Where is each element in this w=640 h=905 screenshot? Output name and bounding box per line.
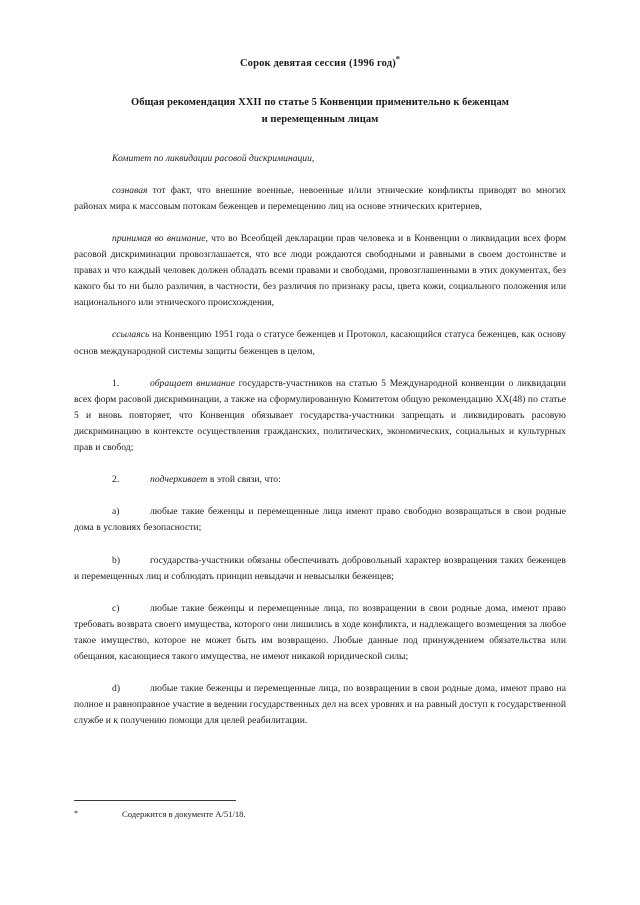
- subitem-c: [74, 601, 566, 665]
- preamble-text-3: на Конвенцию 1951 года о статусе беженцев и Протокол, касающийся статуса беженцев, как основу основ международной системы защиты беженцев в целом,: [74, 329, 566, 357]
- document-body: [74, 128, 566, 730]
- preamble-lead-2: принимая во внимание: [112, 232, 206, 244]
- subitem-b-marker: b): [112, 554, 121, 566]
- footnote-entry-marker: [74, 808, 122, 820]
- footnote-separator-rule: [74, 800, 236, 801]
- subitem-d-text: любые такие беженцы и перемещенные лица, по возвращении в свои родные дома, имеют право на полное и равноправное участие в ведении государственных дел на всех уровнях и на равный доступ к государственной службе и к получению помощи для целей реабилитации.: [74, 683, 566, 727]
- operative-item-1: [74, 376, 566, 457]
- operative-item-2-text: в этой связи, что:: [207, 474, 281, 486]
- subitem-a-marker: a): [112, 506, 120, 518]
- subitem-d-marker: d): [112, 683, 121, 695]
- page-title: [74, 71, 566, 128]
- committee-name: Комитет по ликвидации расовой дискриминации,: [112, 152, 315, 164]
- operative-item-2-marker: 2.: [112, 474, 120, 486]
- preamble-paragraph-2: [74, 231, 566, 312]
- operative-item-1-marker: 1.: [112, 377, 120, 389]
- document-content: [74, 0, 566, 740]
- subitem-c-text: любые такие беженцы и перемещенные лица, по возвращении в свои родные дома, имеют право требовать возврата своего имущества, которого они лишились в ходе конфликта, и надлежащего возмещения за любое такое имущество, которое не может быть им возвращено. Любые данные под принуждением обязательства или обещания, касающиеся такого имущества, не имеют никакой юридической силы;: [74, 602, 566, 663]
- page-title-line-1: Общая рекомендация XXII по статье 5 Конвенции применительно к беженцам: [131, 96, 509, 108]
- footnote-entry-text: Содержится в документе A/51/18.: [122, 809, 246, 819]
- subitem-b: [74, 553, 566, 585]
- operative-item-1-lead: обращает внимание: [150, 377, 235, 389]
- operative-item-2: [74, 472, 566, 488]
- subitem-c-marker: c): [112, 602, 120, 614]
- footnote-entry: [74, 808, 566, 820]
- preamble-lead-1: сознавая: [112, 184, 148, 196]
- subitem-b-text: государства-участники обязаны обеспечивать добровольный характер возвращения таких беженцев и перемещенных лиц и соблюдать принцип невыдачи и невысылки беженцев;: [74, 554, 566, 582]
- subitem-a: [74, 504, 566, 536]
- page-title-line-2: и перемещенным лицам: [261, 113, 379, 125]
- operative-item-1-text: государств-участников на статью 5 Международной конвенции о ликвидации всех форм расовой дискриминации, а также на сформулированную Комитетом общую рекомендацию XX(48) по статье 5 и вновь повторяет, что Конвенция обязывает государства-участники запрещать и ликвидировать расовую дискриминацию в контексте осуществления гражданских, политических, экономических, социальных и культурных прав и свобод;: [74, 377, 566, 454]
- preamble-paragraph-1: [74, 183, 566, 215]
- preamble-text-1: тот факт, что внешние военные, невоенные и/или этнические конфликты приводят во многих районах мира к массовым потокам беженцев и перемещению лиц на основе этнических критериев,: [74, 184, 566, 212]
- session-title-text: Сорок девятая сессия (1996 год): [239, 58, 396, 69]
- subitem-d: [74, 681, 566, 729]
- footnote-entry-mark-glyph: *: [74, 809, 78, 818]
- preamble-lead-3: ссылаясь: [112, 329, 150, 341]
- preamble-paragraph-3: [74, 327, 566, 359]
- session-title: [74, 0, 566, 71]
- operative-item-2-lead: подчеркивает: [150, 474, 208, 486]
- footnote-reference-mark: *: [395, 54, 401, 64]
- subitem-a-text: любые такие беженцы и перемещенные лица имеют право свободно возвращаться в свои родные дома в условиях безопасности;: [74, 506, 566, 534]
- preamble-text-2: , что во Всеобщей декларации прав человека и в Конвенции о ликвидации всех форм расовой дискриминации провозглашается, что все люди рождаются свободными и равными в своем достоинстве и правах и что каждый человек должен обладать всеми правами и свободами, провозглашенными в этих документах, без какого бы то ни было различия, в частности, без различия по признаку расы, цвета кожи, социального положения или национального или этнического происхождения,: [74, 232, 566, 309]
- footnote-area: [74, 800, 566, 820]
